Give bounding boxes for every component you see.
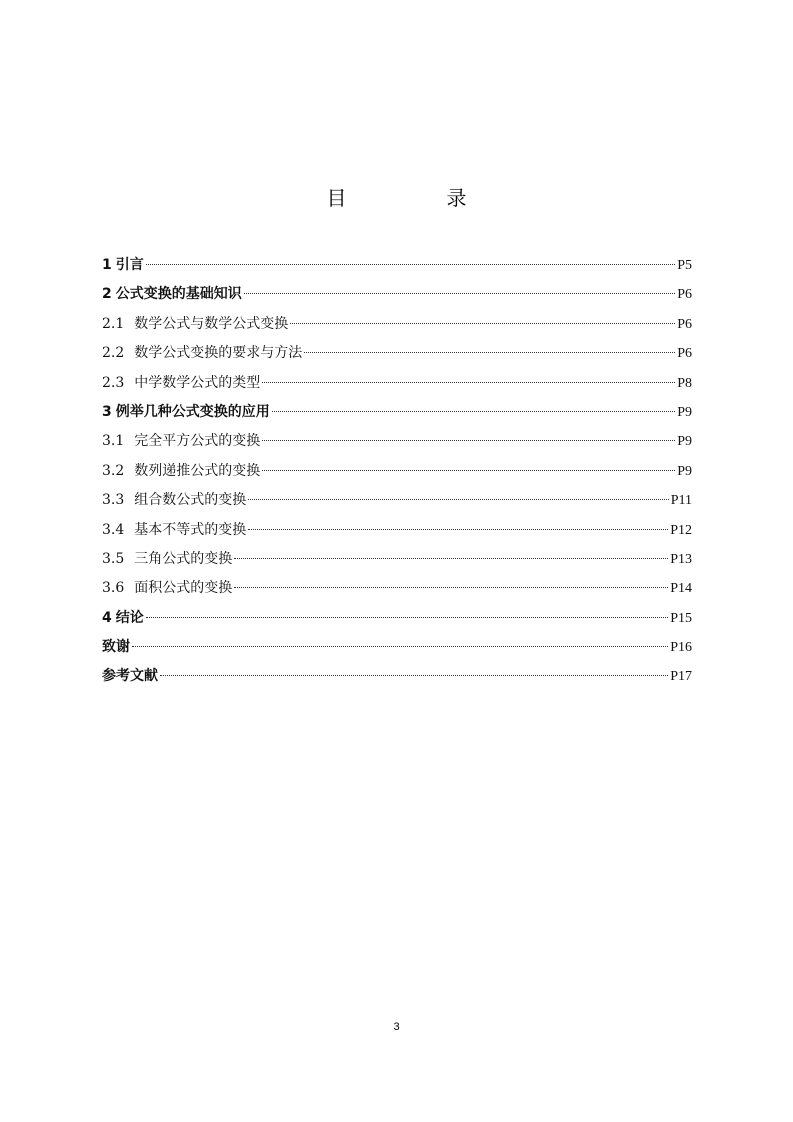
toc-dot-leader [290,323,675,324]
toc-entry-number: 3.3 [102,492,125,509]
toc-entry-page: P6 [677,287,692,303]
toc-entry-page: P6 [677,346,692,362]
toc-entry-page: P9 [677,404,692,420]
page-number: 3 [393,1021,400,1033]
toc-entry-label [102,372,260,394]
toc-entry-label [102,519,246,541]
toc-entry[interactable] [102,665,692,694]
toc-entry-number: 3 [102,403,112,420]
toc-entry-number: 1 [102,257,112,273]
toc-entry-label [102,460,260,482]
toc-entry-label [102,607,144,629]
toc-entry-text: 结论 [115,609,144,626]
toc-entry-number: 2.2 [102,345,125,362]
toc-entry[interactable] [102,577,692,606]
toc-dot-leader [262,470,675,471]
toc-dot-leader [262,382,675,383]
toc-entry-page: P6 [677,316,692,332]
toc-entry-number: 3.5 [102,550,125,567]
toc-entry[interactable] [102,519,692,548]
table-of-contents [102,254,692,695]
toc-entry[interactable] [102,401,692,430]
toc-entry-page: P17 [670,669,692,685]
toc-entry-label [102,254,144,276]
toc-entry-label [102,430,260,452]
toc-entry-text: 完全平方公式的变换 [134,433,261,450]
toc-entry-text: 基本不等式的变换 [134,521,247,538]
toc-dot-leader [272,411,675,412]
toc-entry[interactable] [102,372,692,401]
toc-entry-page: P15 [670,610,692,626]
toc-entry[interactable] [102,489,692,518]
toc-entry-page: P9 [677,434,692,450]
toc-dot-leader [244,293,675,294]
toc-entry-label [102,401,270,423]
toc-entry-number: 2 [102,286,112,303]
toc-dot-leader [132,646,668,647]
page-title: 目 录 [326,186,507,210]
toc-entry[interactable] [102,313,692,342]
toc-dot-leader [262,440,675,441]
toc-dot-leader [146,617,668,618]
toc-entry[interactable] [102,342,692,371]
toc-entry-text: 面积公式的变换 [134,580,233,597]
toc-entry-page: P8 [677,375,692,391]
toc-entry-label [102,548,232,570]
toc-dot-leader [146,264,675,265]
toc-entry-text: 公式变换的基础知识 [115,286,242,303]
toc-entry-label [102,489,246,511]
toc-entry[interactable] [102,607,692,636]
toc-entry-page: P16 [670,640,692,656]
toc-dot-leader [248,529,668,530]
toc-entry-text: 引言 [115,257,144,273]
toc-dot-leader [248,499,668,500]
toc-dot-leader [160,675,668,676]
toc-entry-text: 组合数公式的变换 [134,492,247,509]
toc-entry[interactable] [102,636,692,665]
toc-entry-text: 数列递推公式的变换 [134,462,261,479]
toc-entry-text: 参考文献 [102,668,158,685]
toc-entry-text: 三角公式的变换 [134,550,233,567]
toc-entry-number: 3.1 [102,433,125,450]
toc-entry[interactable] [102,548,692,577]
toc-entry-page: P9 [677,463,692,479]
toc-entry-label [102,313,288,335]
toc-entry-page: P14 [670,581,692,597]
toc-entry-number: 2.1 [102,315,125,332]
toc-dot-leader [304,352,675,353]
toc-entry-label [102,342,302,364]
toc-entry[interactable] [102,430,692,459]
toc-entry-text: 例举几种公式变换的应用 [115,403,270,420]
toc-entry-label [102,665,158,687]
toc-entry-page: P12 [670,522,692,538]
toc-entry-page: P13 [670,551,692,567]
toc-entry-page: P11 [670,493,692,509]
toc-entry-label [102,636,130,658]
toc-dot-leader [234,558,668,559]
toc-entry[interactable] [102,283,692,312]
toc-entry-page: P5 [677,258,692,273]
toc-entry-number: 2.3 [102,374,125,391]
toc-dot-leader [234,587,668,588]
toc-entry-number: 4 [102,609,112,626]
toc-entry-text: 数学公式与数学公式变换 [134,315,289,332]
toc-entry-number: 3.4 [102,521,125,538]
toc-entry-text: 中学数学公式的类型 [134,374,261,391]
toc-entry-number: 3.6 [102,580,125,597]
toc-entry-label [102,283,242,305]
toc-entry[interactable] [102,254,692,283]
toc-entry-label [102,577,232,599]
toc-entry-number: 3.2 [102,462,125,479]
toc-entry-text: 致谢 [102,639,130,656]
toc-entry-text: 数学公式变换的要求与方法 [134,345,303,362]
toc-entry[interactable] [102,460,692,489]
